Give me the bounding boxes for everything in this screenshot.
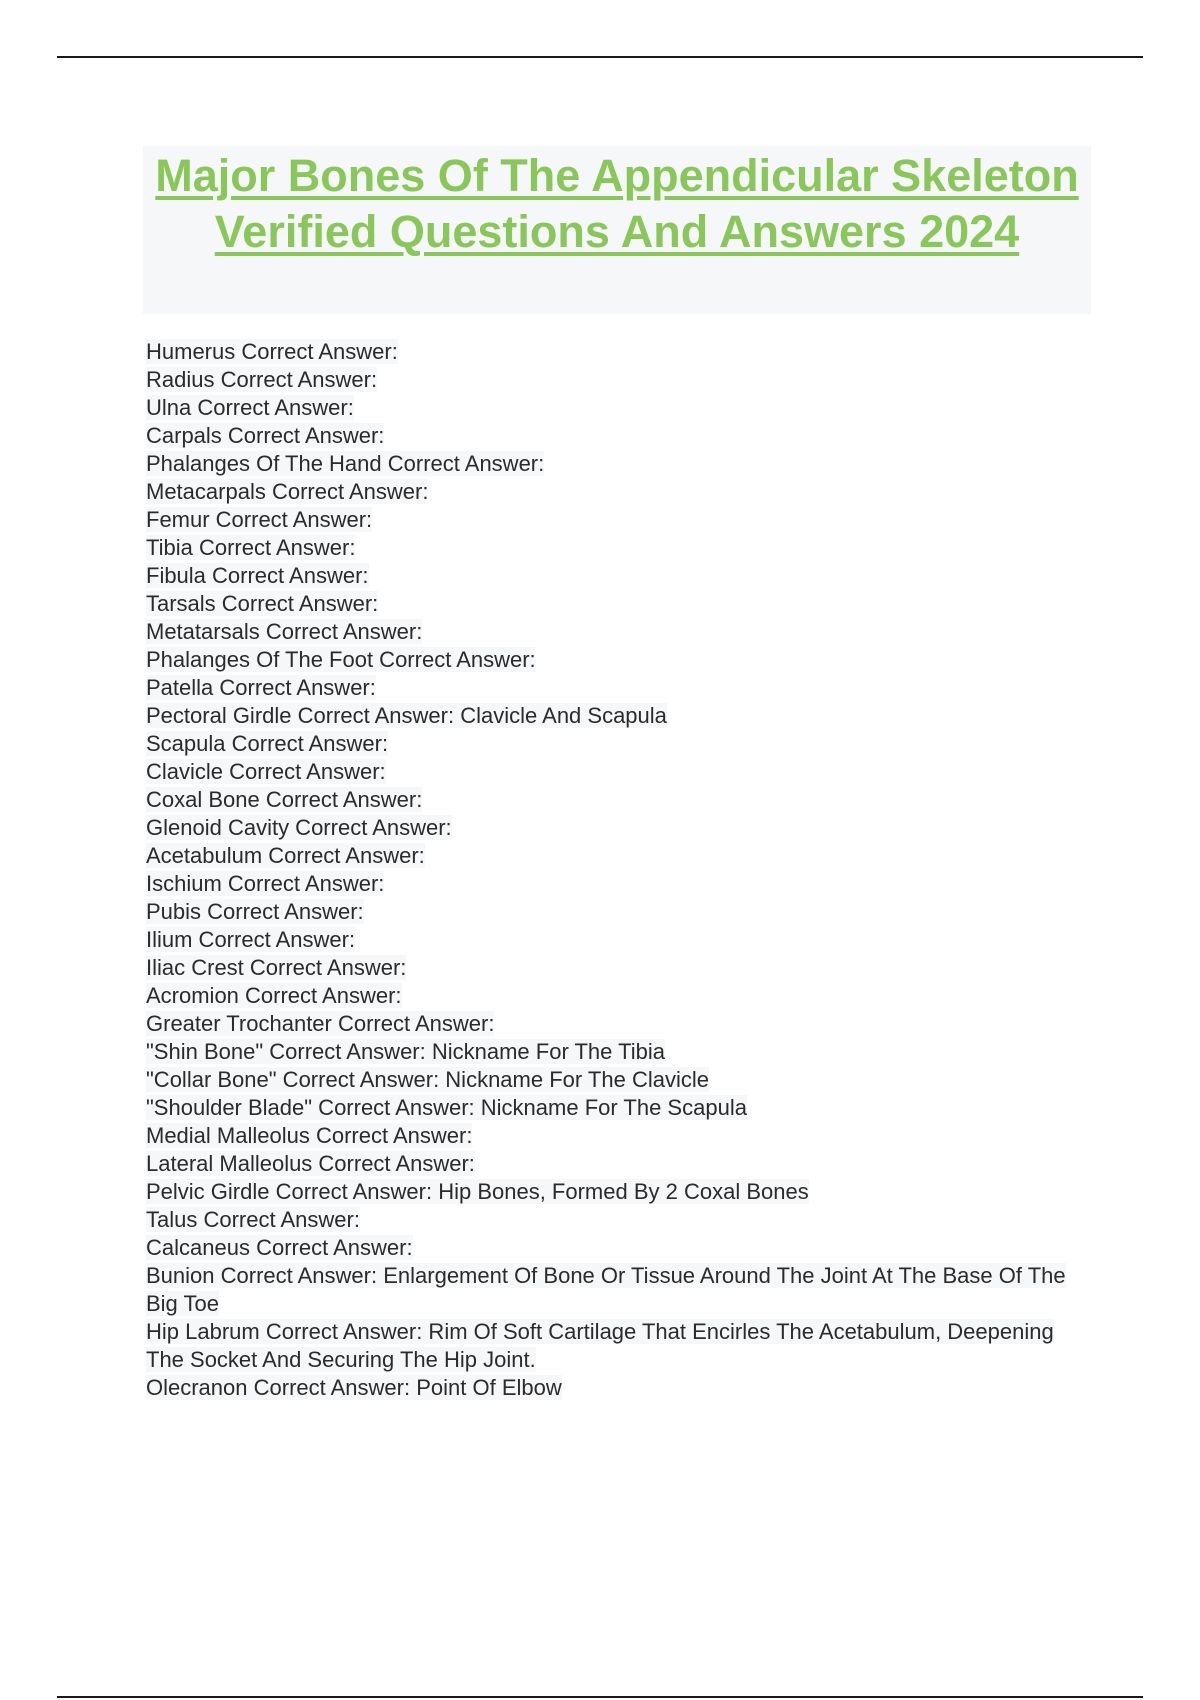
qa-line-text: Coxal Bone Correct Answer: — [146, 787, 423, 812]
qa-line-text: Bunion Correct Answer: Enlargement Of Bone Or Tissue Around The Joint At The Base Of The Big Toe — [146, 1263, 1066, 1316]
qa-line — [146, 394, 1096, 422]
qa-line — [146, 590, 1096, 618]
qa-line-text: Tibia Correct Answer: — [146, 535, 356, 560]
qa-line — [146, 1318, 1096, 1374]
qa-line-text: Medial Malleolus Correct Answer: — [146, 1123, 473, 1148]
qa-line-text: Talus Correct Answer: — [146, 1207, 360, 1232]
qa-line-text: Femur Correct Answer: — [146, 507, 373, 532]
qa-line — [146, 366, 1096, 394]
qa-line — [146, 562, 1096, 590]
qa-line-text: Calcaneus Correct Answer: — [146, 1235, 413, 1260]
title-banner — [143, 146, 1091, 314]
qa-line — [146, 758, 1096, 786]
qa-line — [146, 506, 1096, 534]
qa-line-text: Clavicle Correct Answer: — [146, 759, 386, 784]
qa-line-text: Phalanges Of The Hand Correct Answer: — [146, 451, 545, 476]
qa-line-text: Ilium Correct Answer: — [146, 927, 356, 952]
qa-line-text: "Collar Bone" Correct Answer: Nickname For The Clavicle — [146, 1067, 709, 1092]
qa-line — [146, 1374, 1096, 1402]
qa-line — [146, 422, 1096, 450]
qa-line — [146, 842, 1096, 870]
qa-line-text: Radius Correct Answer: — [146, 367, 378, 392]
qa-line-text: Metacarpals Correct Answer: — [146, 479, 429, 504]
qa-line — [146, 478, 1096, 506]
qa-line-text: Pectoral Girdle Correct Answer: Clavicle And Scapula — [146, 703, 667, 728]
qa-line — [146, 954, 1096, 982]
document-title: Major Bones Of The Appendicular Skeleton Verified Questions And Answers 2024 — [155, 150, 1079, 257]
bottom-rule — [57, 1696, 1143, 1698]
qa-line — [146, 1234, 1096, 1262]
qa-line — [146, 898, 1096, 926]
qa-line-text: "Shoulder Blade" Correct Answer: Nickname For The Scapula — [146, 1095, 747, 1120]
qa-line-text: Pubis Correct Answer: — [146, 899, 364, 924]
qa-line — [146, 1178, 1096, 1206]
top-rule — [57, 56, 1143, 58]
qa-line — [146, 702, 1096, 730]
qa-line-text: Tarsals Correct Answer: — [146, 591, 379, 616]
qa-line-text: Ulna Correct Answer: — [146, 395, 354, 420]
qa-line-text: Fibula Correct Answer: — [146, 563, 369, 588]
qa-line-text: Lateral Malleolus Correct Answer: — [146, 1151, 475, 1176]
qa-line — [146, 814, 1096, 842]
qa-line — [146, 1038, 1096, 1066]
qa-line-text: Olecranon Correct Answer: Point Of Elbow — [146, 1375, 562, 1400]
qa-line — [146, 1150, 1096, 1178]
qa-line-text: Metatarsals Correct Answer: — [146, 619, 423, 644]
qa-line — [146, 926, 1096, 954]
qa-line-text: Acromion Correct Answer: — [146, 983, 402, 1008]
qa-line — [146, 450, 1096, 478]
qa-line-text: Iliac Crest Correct Answer: — [146, 955, 407, 980]
qa-line-text: Carpals Correct Answer: — [146, 423, 385, 448]
qa-line — [146, 786, 1096, 814]
qa-line — [146, 618, 1096, 646]
qa-line — [146, 646, 1096, 674]
qa-line-text: Pelvic Girdle Correct Answer: Hip Bones, Formed By 2 Coxal Bones — [146, 1179, 809, 1204]
qa-line — [146, 1066, 1096, 1094]
qa-line-text: Scapula Correct Answer: — [146, 731, 389, 756]
qa-line-text: Humerus Correct Answer: — [146, 339, 398, 364]
qa-line-text: "Shin Bone" Correct Answer: Nickname For The Tibia — [146, 1039, 665, 1064]
qa-line — [146, 1206, 1096, 1234]
qa-line-text: Phalanges Of The Foot Correct Answer: — [146, 647, 536, 672]
qa-line — [146, 1010, 1096, 1038]
qa-line — [146, 730, 1096, 758]
qa-line — [146, 1262, 1096, 1318]
qa-line-text: Hip Labrum Correct Answer: Rim Of Soft Cartilage That Encirles The Acetabulum, Deepening The Socket And Securing The Hip Joint. — [146, 1319, 1054, 1372]
qa-line-text: Ischium Correct Answer: — [146, 871, 385, 896]
qa-line — [146, 338, 1096, 366]
qa-line — [146, 534, 1096, 562]
qa-line-text: Glenoid Cavity Correct Answer: — [146, 815, 452, 840]
qa-line-text: Acetabulum Correct Answer: — [146, 843, 425, 868]
qa-line — [146, 982, 1096, 1010]
qa-line — [146, 1122, 1096, 1150]
qa-line — [146, 674, 1096, 702]
qa-line — [146, 1094, 1096, 1122]
qa-line-text: Greater Trochanter Correct Answer: — [146, 1011, 495, 1036]
qa-list — [146, 338, 1096, 1402]
qa-line-text: Patella Correct Answer: — [146, 675, 376, 700]
qa-line — [146, 870, 1096, 898]
